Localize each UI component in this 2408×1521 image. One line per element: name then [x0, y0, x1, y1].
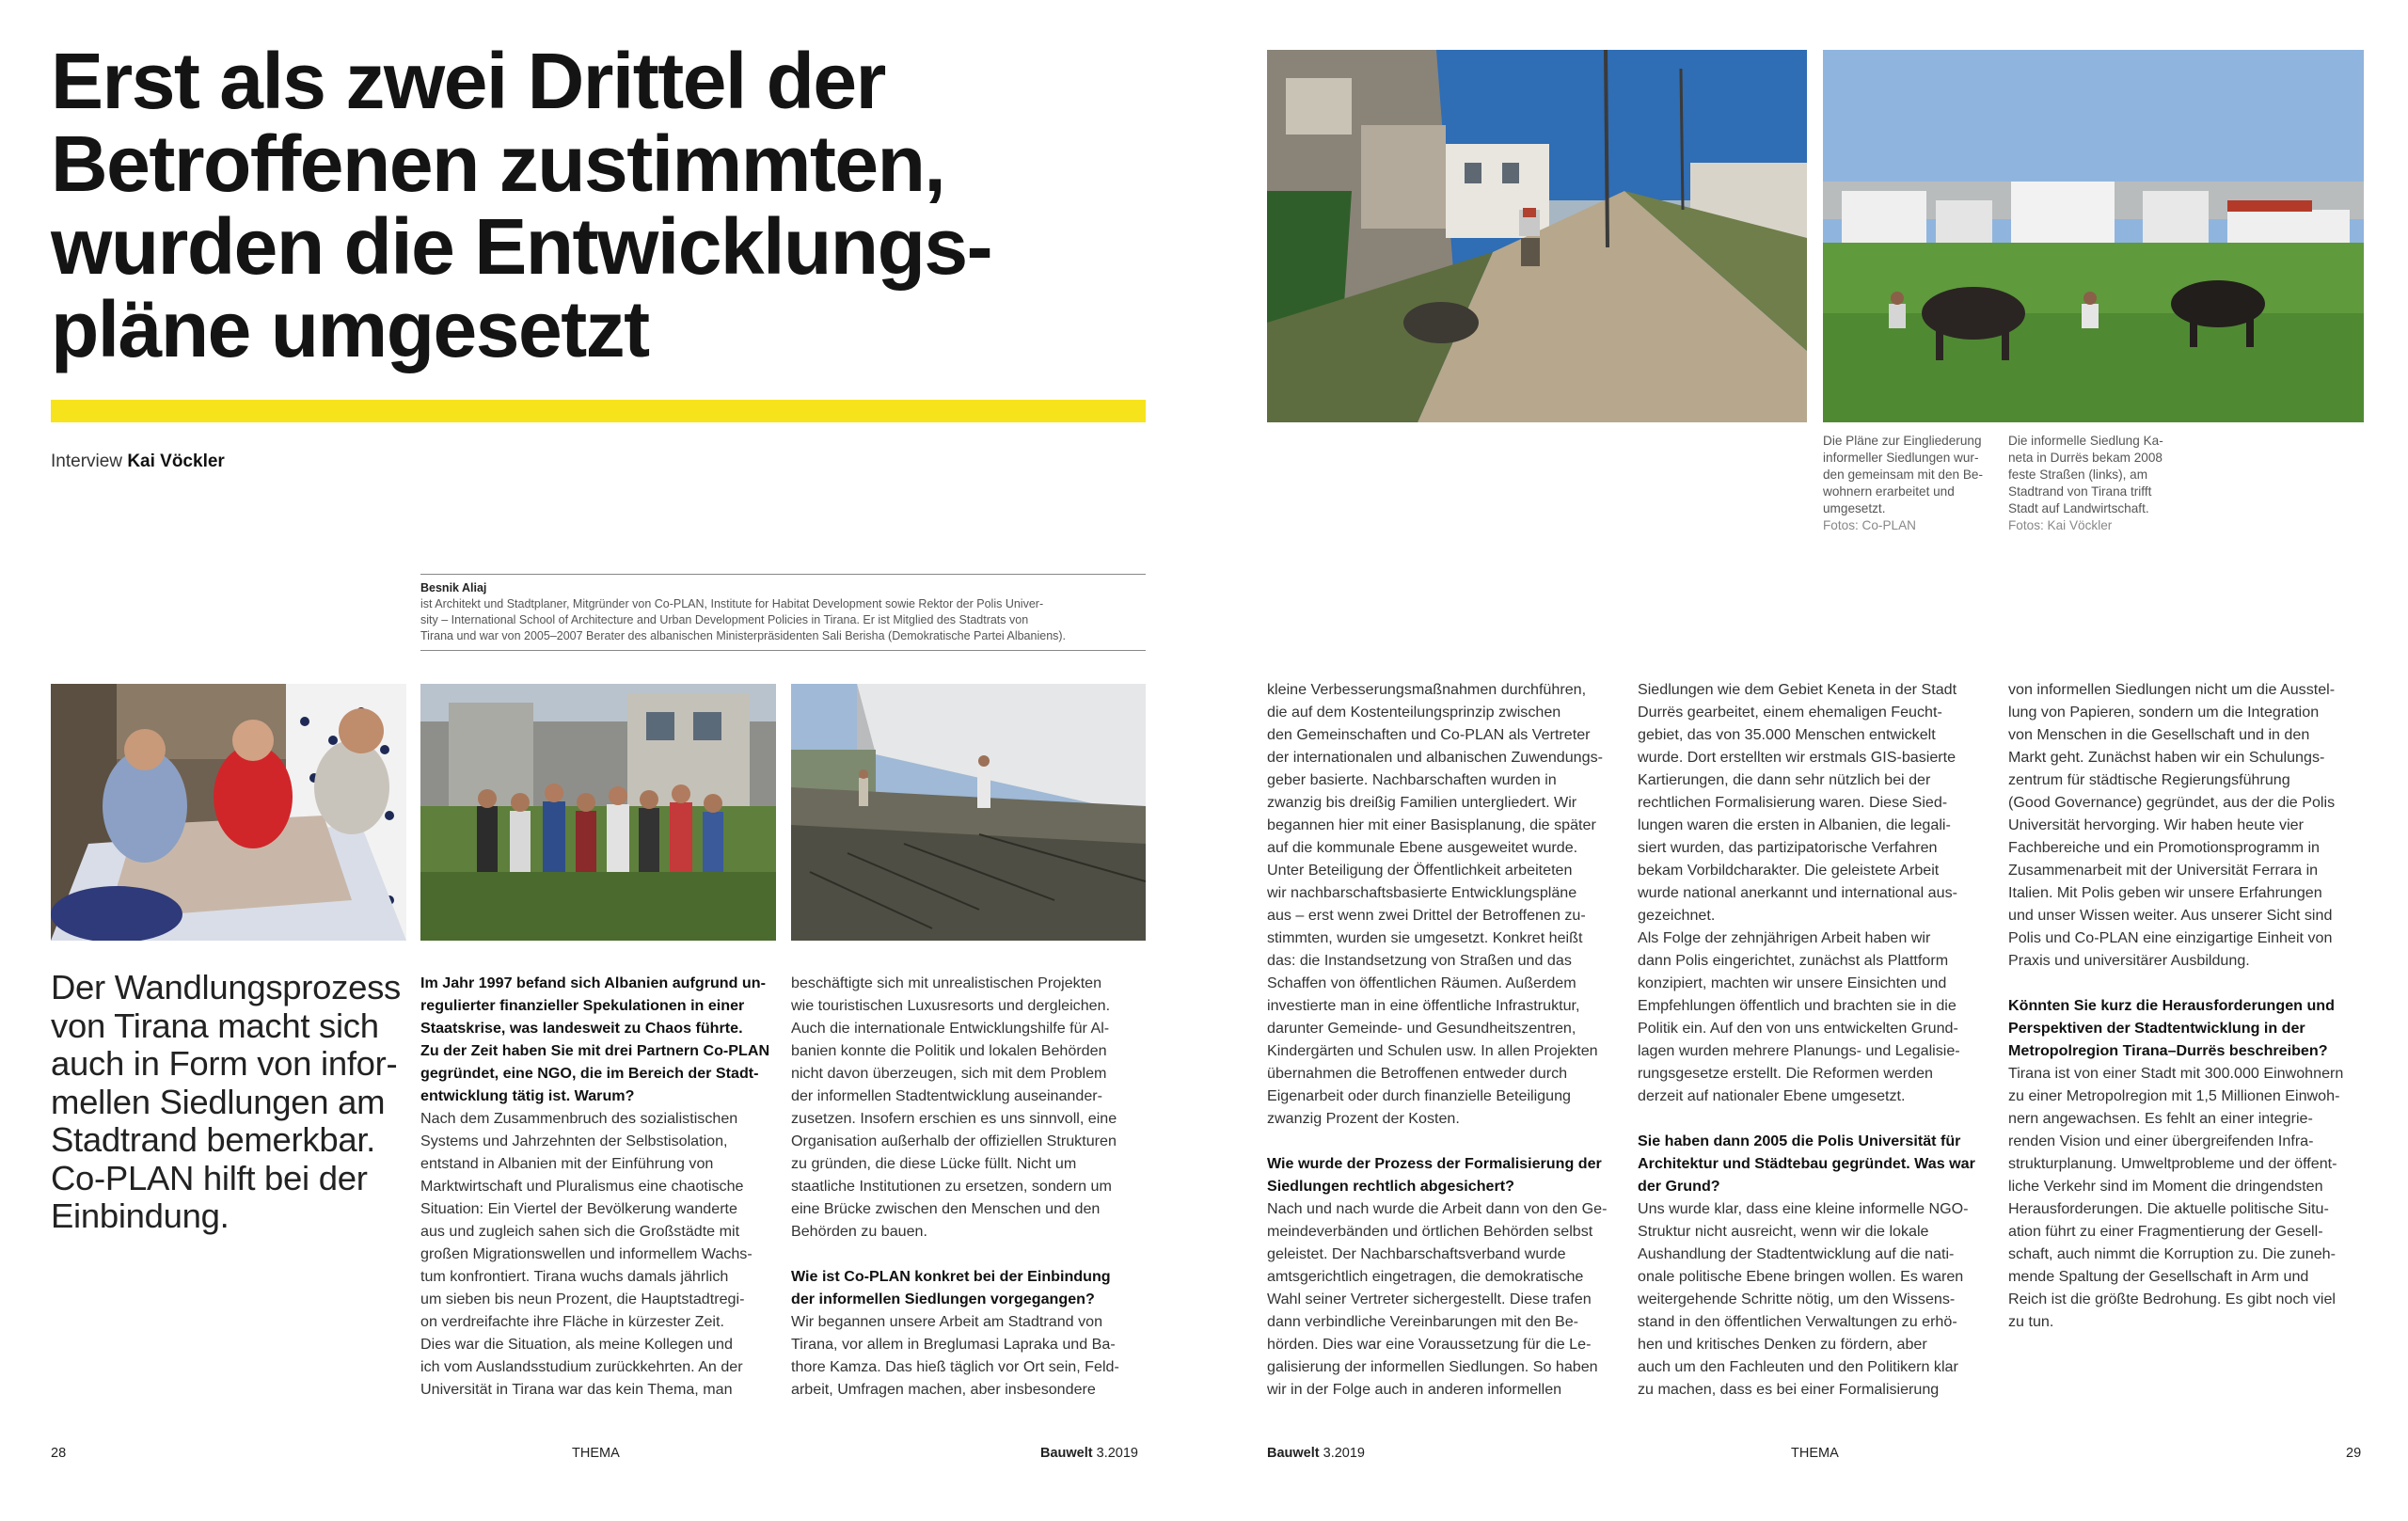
- body-line: Fachbereiche und ein Promotionsprogramm in: [2008, 839, 2320, 856]
- body-line: Eigenarbeit oder durch finanzielle Beteiligung: [1267, 1087, 1571, 1104]
- body-line: um sieben bis neun Prozent, die Hauptstadtregi-: [420, 1291, 745, 1307]
- paragraph-gap: [1267, 1130, 1623, 1152]
- body-line: gezeichnet.: [1638, 907, 1716, 924]
- bio-line: sity – International School of Architecture and Urban Development Policies in Tirana. Er ist Mitglied des Stadtrats von: [420, 613, 1029, 626]
- body-line: Wir begannen unsere Arbeit am Stadtrand von: [791, 1313, 1103, 1330]
- body-line: renden Vision und einer übergreifenden Infra-: [2008, 1133, 2314, 1149]
- body-line: zu tun.: [2008, 1313, 2054, 1330]
- body-line: arbeit, Umfragen machen, aber insbesondere: [791, 1381, 1096, 1398]
- question-line: gegründet, eine NGO, die im Bereich der Stadt-: [420, 1065, 759, 1082]
- body-line: von informellen Siedlungen nicht um die Ausstel-: [2008, 681, 2336, 698]
- body-line: Universität hervorging. Wir haben heute vier: [2008, 816, 2304, 833]
- body-line: thore Kamza. Das hieß täglich vor Ort sein, Feld-: [791, 1358, 1119, 1375]
- page-number-right: 29: [2346, 1446, 2362, 1461]
- photo-meeting: [51, 684, 406, 941]
- body-line: gebiet, das von 35.000 Menschen entwickelt: [1638, 726, 1936, 743]
- body-line: Auch die internationale Entwicklungshilfe für Al-: [791, 1020, 1110, 1037]
- photo-field-work: [791, 684, 1146, 941]
- body-line: liche Verkehr sind im Moment die dringendsten: [2008, 1178, 2323, 1195]
- caption-credit: Fotos: Co-PLAN: [1823, 518, 1916, 532]
- body-line: onale politische Ebene bringen wollen. Es waren: [1638, 1268, 1964, 1285]
- body-line: zusetzen. Insofern erschien es uns sinnvoll, eine: [791, 1110, 1117, 1127]
- body-line: Herausforderungen. Die aktuelle politische Situ-: [2008, 1200, 2329, 1217]
- body-line: Behörden zu bauen.: [791, 1223, 927, 1240]
- caption-left: [1823, 433, 2002, 534]
- body-line: nicht davon überzeugen, sich mit dem Problem: [791, 1065, 1107, 1082]
- question-line: Metropolregion Tirana–Durrës beschreiben?: [2008, 1042, 2328, 1059]
- caption-line: Die informelle Siedlung Ka-: [2008, 434, 2163, 448]
- body-line: dann verbindliche Vereinbarungen mit den Be-: [1267, 1313, 1579, 1330]
- body-line: rungsgesetze erstellt. Die Reformen werden: [1638, 1065, 1933, 1082]
- body-line: aus und zugleich sahen sich die Großstädte mit: [420, 1223, 740, 1240]
- byline-prefix: Interview: [51, 452, 123, 471]
- body-line: strukturplanung. Umweltprobleme und der öffent-: [2008, 1155, 2337, 1172]
- caption-line: feste Straßen (links), am: [2008, 467, 2148, 482]
- body-line: wir nachbarschaftsbasierte Entwicklungspläne: [1267, 884, 1577, 901]
- body-line: zu machen, dass es bei einer Formalisierung: [1638, 1381, 1940, 1398]
- body-line: ation führt zu einer Fragmentierung der Gesell-: [2008, 1223, 2323, 1240]
- body-line: darunter Gemeinde- und Gesundheitszentren,: [1267, 1020, 1576, 1037]
- lead-line: Einbindung.: [51, 1196, 230, 1235]
- body-line: on verdreifachte ihre Fläche in kürzester Zeit.: [420, 1313, 724, 1330]
- body-line: Situation: Ein Viertel der Bevölkerung wanderte: [420, 1200, 737, 1217]
- body-line: banien konnte die Politik und lokalen Behörden: [791, 1042, 1107, 1059]
- lead-line: mellen Siedlungen am: [51, 1082, 386, 1121]
- question-line: Perspektiven der Stadtentwicklung in der: [2008, 1020, 2305, 1037]
- body-line: auch um den Fachleuten und den Politikern klar: [1638, 1358, 1958, 1375]
- headline-line: pläne umgesetzt: [51, 285, 649, 373]
- body-line: zu gründen, die diese Lücke füllt. Nicht um: [791, 1155, 1077, 1172]
- bio-box: [420, 574, 1146, 651]
- magazine-name: Bauwelt: [1040, 1446, 1093, 1461]
- body-line: derzeit auf nationaler Ebene umgesetzt.: [1638, 1087, 1906, 1104]
- body-line: Als Folge der zehnjährigen Arbeit haben wir: [1638, 929, 1931, 946]
- headline-line: Erst als zwei Drittel der: [51, 37, 885, 125]
- headline-line: Betroffenen zustimmten,: [51, 119, 945, 208]
- magazine-issue-left: [1040, 1446, 1138, 1461]
- body-line: galisierung der informellen Siedlungen. So haben: [1267, 1358, 1598, 1375]
- body-line: stand in den öffentlichen Verwaltungen zu erhö-: [1638, 1313, 1957, 1330]
- lead-text: [51, 969, 422, 1236]
- body-line: Kartierungen, die dann sehr nützlich bei der: [1638, 771, 1931, 788]
- body-line: amtsgerichtlich eingetragen, die demokratische: [1267, 1268, 1584, 1285]
- body-line: zwanzig bis dreißig Familien untergliedert. Wir: [1267, 794, 1577, 811]
- bio-line: Tirana und war von 2005–2007 Berater des albanischen Ministerpräsidenten Sali Berisha (Demokratische Partei Albaniens).: [420, 629, 1067, 642]
- caption-line: neta in Durrës bekam 2008: [2008, 451, 2162, 465]
- body-line: Schaffen von öffentlichen Räumen. Außerdem: [1267, 974, 1576, 991]
- body-line: Wahl seiner Vertreter sichergestellt. Diese trafen: [1267, 1291, 1592, 1307]
- body-line: Tirana ist von einer Stadt mit 300.000 Einwohnern: [2008, 1065, 2344, 1082]
- headline: [51, 37, 1161, 373]
- body-line: aus – erst wenn zwei Drittel der Betroffenen zu-: [1267, 907, 1586, 924]
- body-line: bekam Vorbildcharakter. Die geleistete Arbeit: [1638, 862, 1940, 879]
- page-number-left: 28: [51, 1446, 67, 1461]
- body-line: hen und kritisches Denken zu fördern, aber: [1638, 1336, 1927, 1353]
- body-line: wie touristischen Luxusresorts und dergleichen.: [791, 997, 1111, 1014]
- lead-line: von Tirana macht sich: [51, 1006, 379, 1045]
- body-line: die auf dem Kostenteilungsprinzip zwischen: [1267, 704, 1561, 721]
- body-line: wurde national anerkannt und international aus-: [1638, 884, 1957, 901]
- body-line: geber basierte. Nachbarschaften wurden in: [1267, 771, 1557, 788]
- body-line: Systems und Jahrzehnten der Selbstisolation,: [420, 1133, 728, 1149]
- body-line: der internationalen und albanischen Zuwendungs-: [1267, 749, 1603, 766]
- caption-line: Die Pläne zur Eingliederung: [1823, 434, 1982, 448]
- body-line: Struktur nicht ausreicht, wenn wir die lokale: [1638, 1223, 1929, 1240]
- body-line: Siedlungen wie dem Gebiet Keneta in der Stadt: [1638, 681, 1957, 698]
- body-column-2: [791, 972, 1147, 1401]
- body-line: Reich ist die größte Bedrohung. Es gibt noch viel: [2008, 1291, 2336, 1307]
- section-label-left: THEMA: [572, 1446, 620, 1461]
- body-column-3: [1267, 678, 1623, 1401]
- body-line: Praxis und universitärer Ausbildung.: [2008, 952, 2250, 969]
- body-line: Kindergärten und Schulen usw. In allen Projekten: [1267, 1042, 1598, 1059]
- bio-name: Besnik Aliaj: [420, 581, 487, 594]
- body-line: tum konfrontiert. Tirana wuchs damals jährlich: [420, 1268, 729, 1285]
- caption-line: den gemeinsam mit den Be-: [1823, 467, 1984, 482]
- question-line: Sie haben dann 2005 die Polis Universität für: [1638, 1133, 1961, 1149]
- question-line: Im Jahr 1997 befand sich Albanien aufgrund un-: [420, 974, 766, 991]
- body-line: (Good Governance) gegründet, aus der die Polis: [2008, 794, 2336, 811]
- body-line: Empfehlungen öffentlich und brachten sie in die: [1638, 997, 1956, 1014]
- body-column-5: [2008, 678, 2364, 1333]
- caption-line: informeller Siedlungen wur-: [1823, 451, 1979, 465]
- body-line: wurde. Dort erstellten wir erstmals GIS-basierte: [1638, 749, 1956, 766]
- body-line: rechtlichen Formalisierung waren. Diese Sied-: [1638, 794, 1948, 811]
- issue-number: 3.2019: [1096, 1446, 1138, 1461]
- body-line: hörden. Dies war eine Voraussetzung für die Le-: [1267, 1336, 1592, 1353]
- body-line: meindeverbänden und örtlichen Behörden selbst: [1267, 1223, 1593, 1240]
- paragraph-gap: [791, 1243, 1147, 1265]
- body-line: kleine Verbesserungsmaßnahmen durchführen,: [1267, 681, 1587, 698]
- magazine-issue-right: [1267, 1446, 1365, 1461]
- body-line: eine Brücke zwischen den Menschen und den: [791, 1200, 1101, 1217]
- body-line: nern angewachsen. Es fehlt an einer integrie-: [2008, 1110, 2313, 1127]
- body-line: Nach und nach wurde die Arbeit dann von den Ge-: [1267, 1200, 1608, 1217]
- question-line: regulierter finanzieller Spekulationen in einer: [420, 997, 745, 1014]
- paragraph-gap: [1638, 1107, 1993, 1130]
- body-line: Durrës gearbeitet, einem ehemaligen Feucht-: [1638, 704, 1942, 721]
- body-line: Organisation außerhalb der offiziellen Strukturen: [791, 1133, 1117, 1149]
- body-line: auf die kommunale Ebene ausgeweitet wurde.: [1267, 839, 1578, 856]
- question-line: Könnten Sie kurz die Herausforderungen und: [2008, 997, 2335, 1014]
- body-line: Polis und Co-PLAN eine einzigartige Einheit von: [2008, 929, 2333, 946]
- body-line: weitergehende Schritte nötig, um den Wissens-: [1638, 1291, 1956, 1307]
- body-line: dann Polis eingerichtet, zunächst als Plattform: [1638, 952, 1949, 969]
- question-line: Architektur und Städtebau gegründet. Was war: [1638, 1155, 1975, 1172]
- caption-line: wohnern erarbeitet und: [1823, 484, 1955, 499]
- question-line: Wie wurde der Prozess der Formalisierung der: [1267, 1155, 1602, 1172]
- photo-keneta-street: [1267, 50, 1807, 422]
- lead-line: Co-PLAN hilft bei der: [51, 1158, 368, 1197]
- body-line: mende Spaltung der Gesellschaft in Arm und: [2008, 1268, 2309, 1285]
- caption-line: Stadt auf Landwirtschaft.: [2008, 501, 2149, 515]
- body-line: Politik ein. Auf den von uns entwickelten Grund-: [1638, 1020, 1958, 1037]
- byline: [51, 452, 225, 472]
- lead-line: auch in Form von infor-: [51, 1044, 398, 1083]
- body-line: Aushandlung der Stadtentwicklung auf die nati-: [1638, 1245, 1955, 1262]
- question-line: entwicklung tätig ist. Warum?: [420, 1087, 635, 1104]
- body-line: Marktwirtschaft und Pluralismus eine chaotische: [420, 1178, 744, 1195]
- photo-group-meeting: [420, 684, 776, 941]
- body-line: und unser Wissen weiter. Aus unserer Sicht sind: [2008, 907, 2333, 924]
- photo-tirana-cattle: [1823, 50, 2364, 422]
- body-line: Dies war die Situation, als meine Kollegen und: [420, 1336, 733, 1353]
- body-line: das: die Instandsetzung von Straßen und das: [1267, 952, 1572, 969]
- question-line: Staatskrise, was landesweit zu Chaos führte.: [420, 1020, 743, 1037]
- byline-author: Kai Vöckler: [127, 452, 225, 471]
- caption-right: [2008, 433, 2187, 534]
- body-line: Nach dem Zusammenbruch des sozialistischen: [420, 1110, 738, 1127]
- caption-credit: Fotos: Kai Vöckler: [2008, 518, 2113, 532]
- issue-number: 3.2019: [1323, 1446, 1365, 1461]
- lead-line: Der Wandlungsprozess: [51, 968, 402, 1006]
- body-line: entstand in Albanien mit der Einführung von: [420, 1155, 714, 1172]
- body-line: zentrum für städtische Regierungsführung: [2008, 771, 2290, 788]
- body-line: Universität in Tirana war das kein Thema, man: [420, 1381, 733, 1398]
- headline-line: wurden die Entwicklungs-: [51, 202, 992, 291]
- body-line: siert wurden, das partizipatorische Verfahren: [1638, 839, 1938, 856]
- body-line: Uns wurde klar, dass eine kleine informelle NGO-: [1638, 1200, 1969, 1217]
- body-column-1: [420, 972, 776, 1401]
- body-line: lungen waren die ersten in Albanien, die legali-: [1638, 816, 1951, 833]
- body-line: Unter Beteiligung der Öffentlichkeit arbeiteten: [1267, 862, 1573, 879]
- question-line: Siedlungen rechtlich abgesichert?: [1267, 1178, 1514, 1195]
- body-line: schaft, auch nimmt die Korruption zu. Die zuneh-: [2008, 1245, 2336, 1262]
- body-line: lung von Papieren, sondern um die Integration: [2008, 704, 2320, 721]
- body-line: großen Migrationswellen und informellem Wachs-: [420, 1245, 752, 1262]
- body-line: lagen wurden mehrere Planungs- und Legalisie-: [1638, 1042, 1960, 1059]
- body-line: konzipiert, machten wir unsere Einsichten und: [1638, 974, 1947, 991]
- caption-line: umgesetzt.: [1823, 501, 1886, 515]
- bio-line: ist Architekt und Stadtplaner, Mitgründer von Co-PLAN, Institute for Habitat Development sowie Rektor der Polis Univer-: [420, 597, 1044, 610]
- body-line: Italien. Mit Polis geben wir unsere Erfahrungen: [2008, 884, 2322, 901]
- body-line: wir in der Folge auch in anderen informellen: [1267, 1381, 1562, 1398]
- body-line: Zusammenarbeit mit der Universität Ferrara in: [2008, 862, 2319, 879]
- body-line: übernahmen die Betroffenen entweder durch: [1267, 1065, 1568, 1082]
- question-line: Wie ist Co-PLAN konkret bei der Einbindung: [791, 1268, 1111, 1285]
- caption-line: Stadtrand von Tirana trifft: [2008, 484, 2152, 499]
- body-line: zwanzig Prozent der Kosten.: [1267, 1110, 1460, 1127]
- body-line: begannen hier mit einer Basisplanung, die später: [1267, 816, 1596, 833]
- body-line: den Gemeinschaften und Co-PLAN als Vertreter: [1267, 726, 1591, 743]
- body-line: zu einer Metropolregion mit 1,5 Millionen Einwoh-: [2008, 1087, 2340, 1104]
- body-line: staatliche Institutionen zu ersetzen, sondern um: [791, 1178, 1112, 1195]
- lead-line: Stadtrand bemerkbar.: [51, 1120, 376, 1159]
- body-line: Markt geht. Zunächst haben wir ein Schulungs-: [2008, 749, 2325, 766]
- magazine-name: Bauwelt: [1267, 1446, 1320, 1461]
- body-line: der informellen Stadtentwicklung auseinander-: [791, 1087, 1103, 1104]
- body-line: beschäftigte sich mit unrealistischen Projekten: [791, 974, 1102, 991]
- paragraph-gap: [2008, 972, 2364, 994]
- body-line: stimmten, wurden sie umgesetzt. Konkret heißt: [1267, 929, 1583, 946]
- body-column-4: [1638, 678, 1993, 1401]
- body-line: investierte man in eine öffentliche Infrastruktur,: [1267, 997, 1580, 1014]
- accent-bar: [51, 400, 1146, 422]
- body-line: von Menschen in die Gesellschaft und in den: [2008, 726, 2310, 743]
- section-label-right: THEMA: [1791, 1446, 1839, 1461]
- body-line: ich vom Auslandsstudium zurückkehrten. An der: [420, 1358, 743, 1375]
- body-line: Tirana, vor allem in Breglumasi Lapraka und Ba-: [791, 1336, 1116, 1353]
- question-line: der Grund?: [1638, 1178, 1720, 1195]
- question-line: Zu der Zeit haben Sie mit drei Partnern Co-PLAN: [420, 1042, 770, 1059]
- question-line: der informellen Siedlungen vorgegangen?: [791, 1291, 1095, 1307]
- body-line: geleistet. Der Nachbarschaftsverband wurde: [1267, 1245, 1566, 1262]
